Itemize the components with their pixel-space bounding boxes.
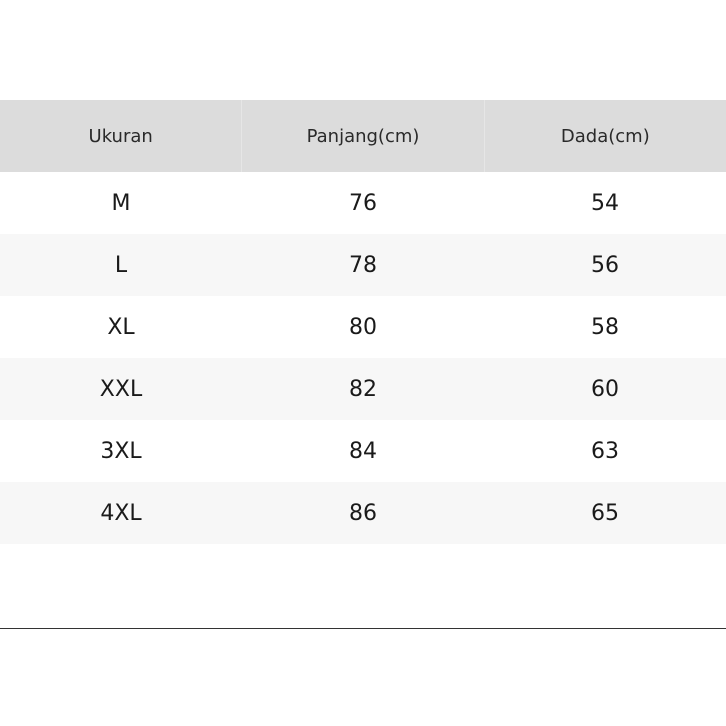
length-cell: 84 — [349, 438, 377, 464]
table-row — [0, 234, 726, 296]
table-body — [0, 172, 726, 544]
chest-cell: 56 — [591, 252, 619, 278]
chest-cell: 60 — [591, 376, 619, 402]
chest-cell: 54 — [591, 190, 619, 216]
size-cell: XL — [107, 314, 135, 340]
length-cell: 80 — [349, 314, 377, 340]
length-cell: 86 — [349, 500, 377, 526]
header-ukuran: Ukuran — [88, 125, 153, 147]
chest-cell: 63 — [591, 438, 619, 464]
size-cell: 4XL — [100, 500, 142, 526]
length-cell: 78 — [349, 252, 377, 278]
table-row — [0, 482, 726, 544]
chest-cell: 58 — [591, 314, 619, 340]
table-row — [0, 420, 726, 482]
size-chart-table — [0, 100, 726, 544]
header-panjang: Panjang(cm) — [241, 100, 483, 172]
bottom-divider — [0, 628, 726, 629]
size-cell: L — [114, 252, 128, 278]
length-cell: 82 — [349, 376, 377, 402]
table-row — [0, 172, 726, 234]
table-row — [0, 358, 726, 420]
size-cell: 3XL — [100, 438, 142, 464]
size-cell: M — [111, 190, 131, 216]
chest-cell: 65 — [591, 500, 619, 526]
table-row — [0, 296, 726, 358]
size-cell: XXL — [99, 376, 143, 402]
header-dada: Dada(cm) — [484, 100, 726, 172]
length-cell: 76 — [349, 190, 377, 216]
table-header-row — [0, 100, 726, 172]
